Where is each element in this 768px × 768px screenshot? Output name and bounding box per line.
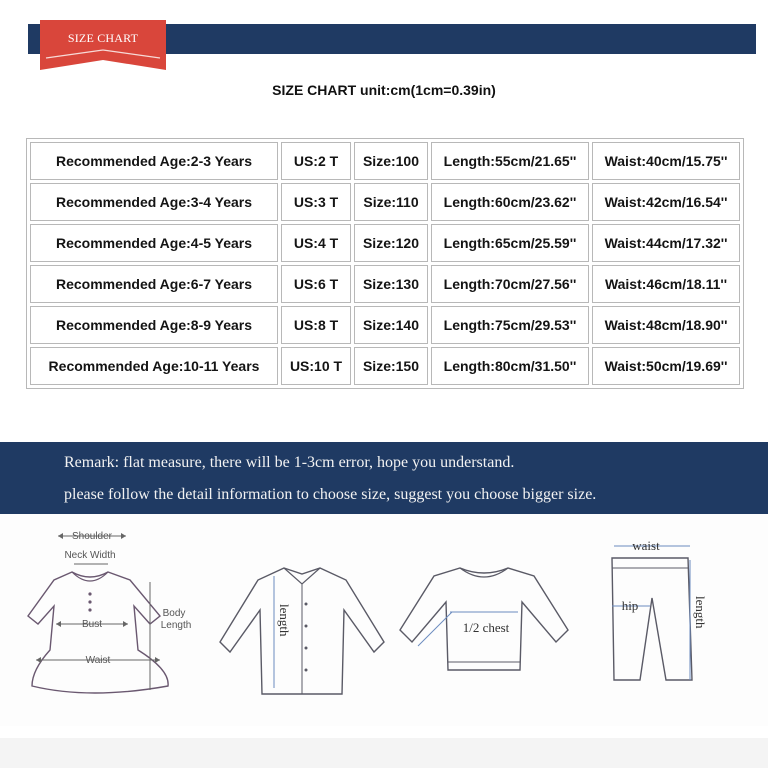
size-table <box>26 138 744 389</box>
length-cell: Length:55cm/21.65'' <box>431 142 589 180</box>
length-cell: Length:80cm/31.50'' <box>431 347 589 385</box>
length-cell: Length:70cm/27.56'' <box>431 265 589 303</box>
dress-bust-label: Bust <box>81 619 103 630</box>
length-cell: Length:75cm/29.53'' <box>431 306 589 344</box>
us-size-cell: US:2 T <box>281 142 351 180</box>
age-cell: Recommended Age:6-7 Years <box>30 265 278 303</box>
shirt-length-label: length <box>277 604 292 637</box>
us-size-cell: US:6 T <box>281 265 351 303</box>
remark-text: Remark: flat measure, there will be 1-3cm error, hope you understand. <box>64 454 515 471</box>
table-row <box>30 265 740 303</box>
table-row <box>30 347 740 385</box>
remark-advice-text: please follow the detail information to choose size, suggest you choose bigger size. <box>64 486 597 503</box>
table-row <box>30 224 740 262</box>
waist-cell: Waist:40cm/15.75'' <box>592 142 740 180</box>
table-row <box>30 306 740 344</box>
dress-diagram-icon <box>10 520 210 700</box>
pants-waist-label: waist <box>632 538 660 553</box>
dress-body-label: Body <box>162 608 186 619</box>
waist-cell: Waist:42cm/16.54'' <box>592 183 740 221</box>
us-size-cell: US:8 T <box>281 306 351 344</box>
pants-length-label: length <box>693 596 708 629</box>
waist-cell: Waist:46cm/18.11'' <box>592 265 740 303</box>
size-cell: Size:130 <box>354 265 428 303</box>
waist-cell: Waist:48cm/18.90'' <box>592 306 740 344</box>
us-size-cell: US:4 T <box>281 224 351 262</box>
sweater-chest-label: 1/2 chest <box>462 620 510 635</box>
size-cell: Size:110 <box>354 183 428 221</box>
size-chart-badge: SIZE CHART <box>67 30 139 45</box>
age-cell: Recommended Age:8-9 Years <box>30 306 278 344</box>
shirt-diagram-icon <box>216 560 388 700</box>
size-cell: Size:150 <box>354 347 428 385</box>
waist-cell: Waist:44cm/17.32'' <box>592 224 740 262</box>
waist-cell: Waist:50cm/19.69'' <box>592 347 740 385</box>
bottom-strip <box>0 738 768 768</box>
age-cell: Recommended Age:2-3 Years <box>30 142 278 180</box>
dress-length-label: Length <box>160 620 192 631</box>
length-cell: Length:60cm/23.62'' <box>431 183 589 221</box>
age-cell: Recommended Age:3-4 Years <box>30 183 278 221</box>
page-title: SIZE CHART unit:cm(1cm=0.39in) <box>272 82 496 98</box>
size-cell: Size:120 <box>354 224 428 262</box>
length-cell: Length:65cm/25.59'' <box>431 224 589 262</box>
us-size-cell: US:3 T <box>281 183 351 221</box>
age-cell: Recommended Age:10-11 Years <box>30 347 278 385</box>
sweater-diagram-icon <box>398 562 570 682</box>
us-size-cell: US:10 T <box>281 347 351 385</box>
pants-diagram-icon <box>600 536 720 686</box>
age-cell: Recommended Age:4-5 Years <box>30 224 278 262</box>
pants-hip-label: hip <box>621 598 639 613</box>
dress-neck-width-label: Neck Width <box>64 550 116 561</box>
table-row <box>30 142 740 180</box>
table-row <box>30 183 740 221</box>
size-cell: Size:140 <box>354 306 428 344</box>
dress-waist-label: Waist <box>85 655 111 666</box>
dress-shoulder-label: Shoulder <box>71 531 113 542</box>
size-cell: Size:100 <box>354 142 428 180</box>
